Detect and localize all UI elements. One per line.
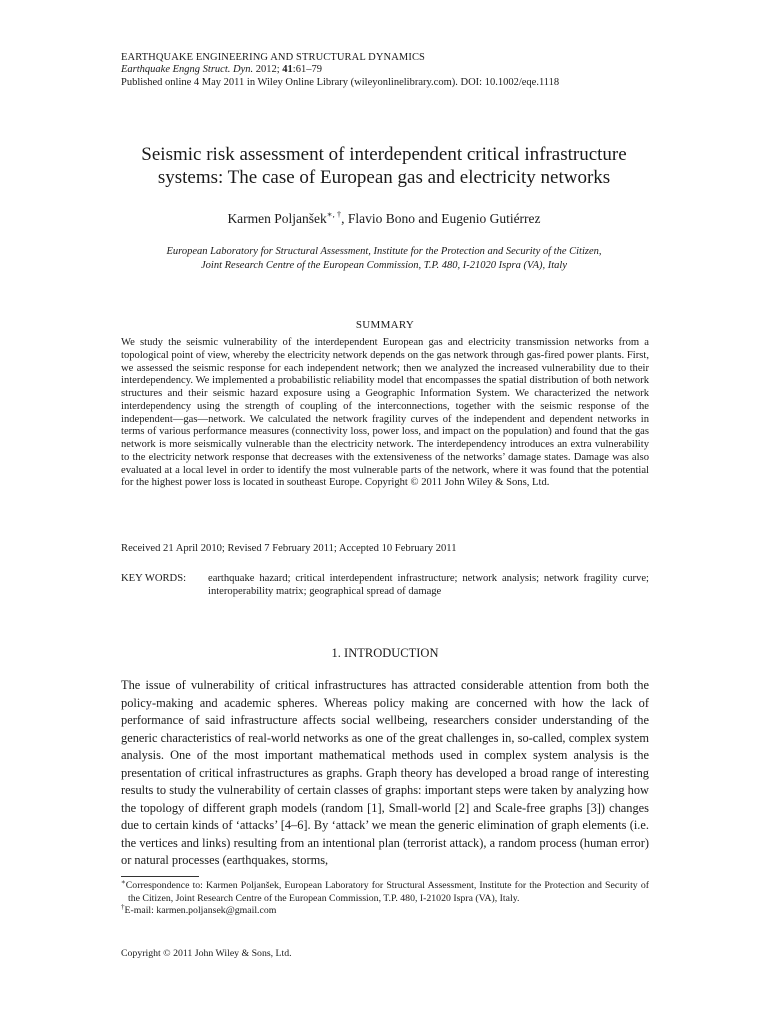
title-line-1: Seismic risk assessment of interdependent critical infrastructure — [141, 144, 627, 165]
received-dates: Received 21 April 2010; Revised 7 February 2011; Accepted 10 February 2011 — [121, 543, 457, 554]
title-line-2: systems: The case of European gas and electricity networks — [157, 167, 611, 188]
email-text: E-mail: karmen.poljansek@gmail.com — [124, 905, 277, 916]
correspondence-footnote — [121, 880, 649, 905]
section-heading: 1. INTRODUCTION — [331, 646, 439, 660]
correspondence-text: Correspondence to: Karmen Poljanšek, European Laboratory for Structural Assessment, Institute for the Protection and Security of the Citizen, Joint Research Centre of the European Commission, T.P. 480, I-21020 Ispra (VA), Italy. — [125, 880, 649, 904]
journal-name: EARTHQUAKE ENGINEERING AND STRUCTURAL DYNAMICS — [121, 52, 425, 63]
affiliation-line-2: Joint Research Centre of the European Commission, T.P. 480, I-21020 Ispra (VA), Italy — [201, 259, 567, 271]
citation-volume: 41 — [282, 64, 293, 76]
summary-heading: SUMMARY — [355, 319, 415, 331]
keywords-text: earthquake hazard; critical interdependent infrastructure; network analysis; network fragility curve; interoperability matrix; geographical spread of damage — [208, 573, 649, 597]
author-list — [100, 211, 668, 227]
journal-citation — [121, 64, 661, 76]
paper-title — [100, 143, 668, 189]
published-line: Published online 4 May 2011 in Wiley Online Library (wileyonlinelibrary.com). DOI: 10.1002/eqe.1118 — [121, 76, 560, 88]
affiliation-line-1: European Laboratory for Structural Assessment, Institute for the Protection and Security of the Citizen, — [166, 246, 602, 257]
co-authors: , Flavio Bono and Eugenio Gutiérrez — [341, 211, 541, 226]
abstract-text: We study the seismic vulnerability of the interdependent European gas and electricity transmission networks from a topological point of view, whereby the electricity network depends on the gas network through gas-fired power plants. First, we assessed the seismic response for each independent network; then we analyzed the increased vulnerability due to their interdependency. We implemented a probabilistic reliability model that encompasses the spatial distribution of both network structures and their seismic hazard exposure using a Geographic Information System. We characterized the network interdependency using the strength of coupling of the interconnections, together with the seismic response of the independent—gas—network. We calculated the network fragility curves of the independent and dependent networks in terms of various performance measures (connectivity loss, power loss, and impact on the population) and found that the gas network is more seismically vulnerable than the electricity network. The interdependency introduces an extra vulnerability to the electricity network response that decreases with the extensiveness of the networks’ damage states. Damage was also evaluated at a local level in order to identify the most vulnerable parts of the network, where it was found that the potential for the highest power loss is located in southeast Europe. Copyright © 2011 John Wiley & Sons, Ltd. — [121, 337, 649, 489]
footnote-rule — [121, 876, 199, 877]
keywords — [121, 573, 649, 599]
email-mark: † — [121, 903, 125, 911]
citation-pages: :61–79 — [292, 64, 322, 76]
copyright-notice: Copyright © 2011 John Wiley & Sons, Ltd. — [121, 948, 292, 959]
citation-year: 2012; — [255, 64, 280, 76]
introduction-text: The issue of vulnerability of critical infrastructures has attracted considerable attention from both the policy-making and academic spheres. Whereas policy making are concerned with how the lack of performance of said infrastructure affects social wellbeing, researchers consider understanding of the generic characteristics of real-world networks as one of the great challenges in, so-called, complex system analysis. One of the most important mathematical methods used in complex system analysis is the presentation of critical infrastructures as graphs. Graph theory has developed a broad range of interesting results to study the vulnerability of certain classes of graphs: important steps were taken by analyzing how the topology of different graph models (random [1], Small-world [2] and Scale-free graphs [3]) changes due to certain kinds of ‘attacks’ [4–6]. By ‘attack’ we mean the generic elimination of graph elements (i.e. the vertices and links) resulting from an intentional plan (terrorist attack), a random process (human error) or natural processes (earthquakes, storms, — [121, 678, 649, 868]
correspondence-mark: ∗ — [121, 878, 126, 886]
footnotes — [121, 880, 649, 918]
keywords-label: KEY WORDS: — [121, 573, 187, 584]
email-footnote — [121, 905, 649, 918]
author-footnote-marks: ∗, † — [326, 209, 342, 219]
citation-journal: Earthquake Engng Struct. Dyn. — [121, 64, 254, 76]
affiliation — [100, 245, 668, 272]
journal-header — [121, 52, 661, 89]
author-name: Karmen Poljanšek — [227, 211, 327, 226]
